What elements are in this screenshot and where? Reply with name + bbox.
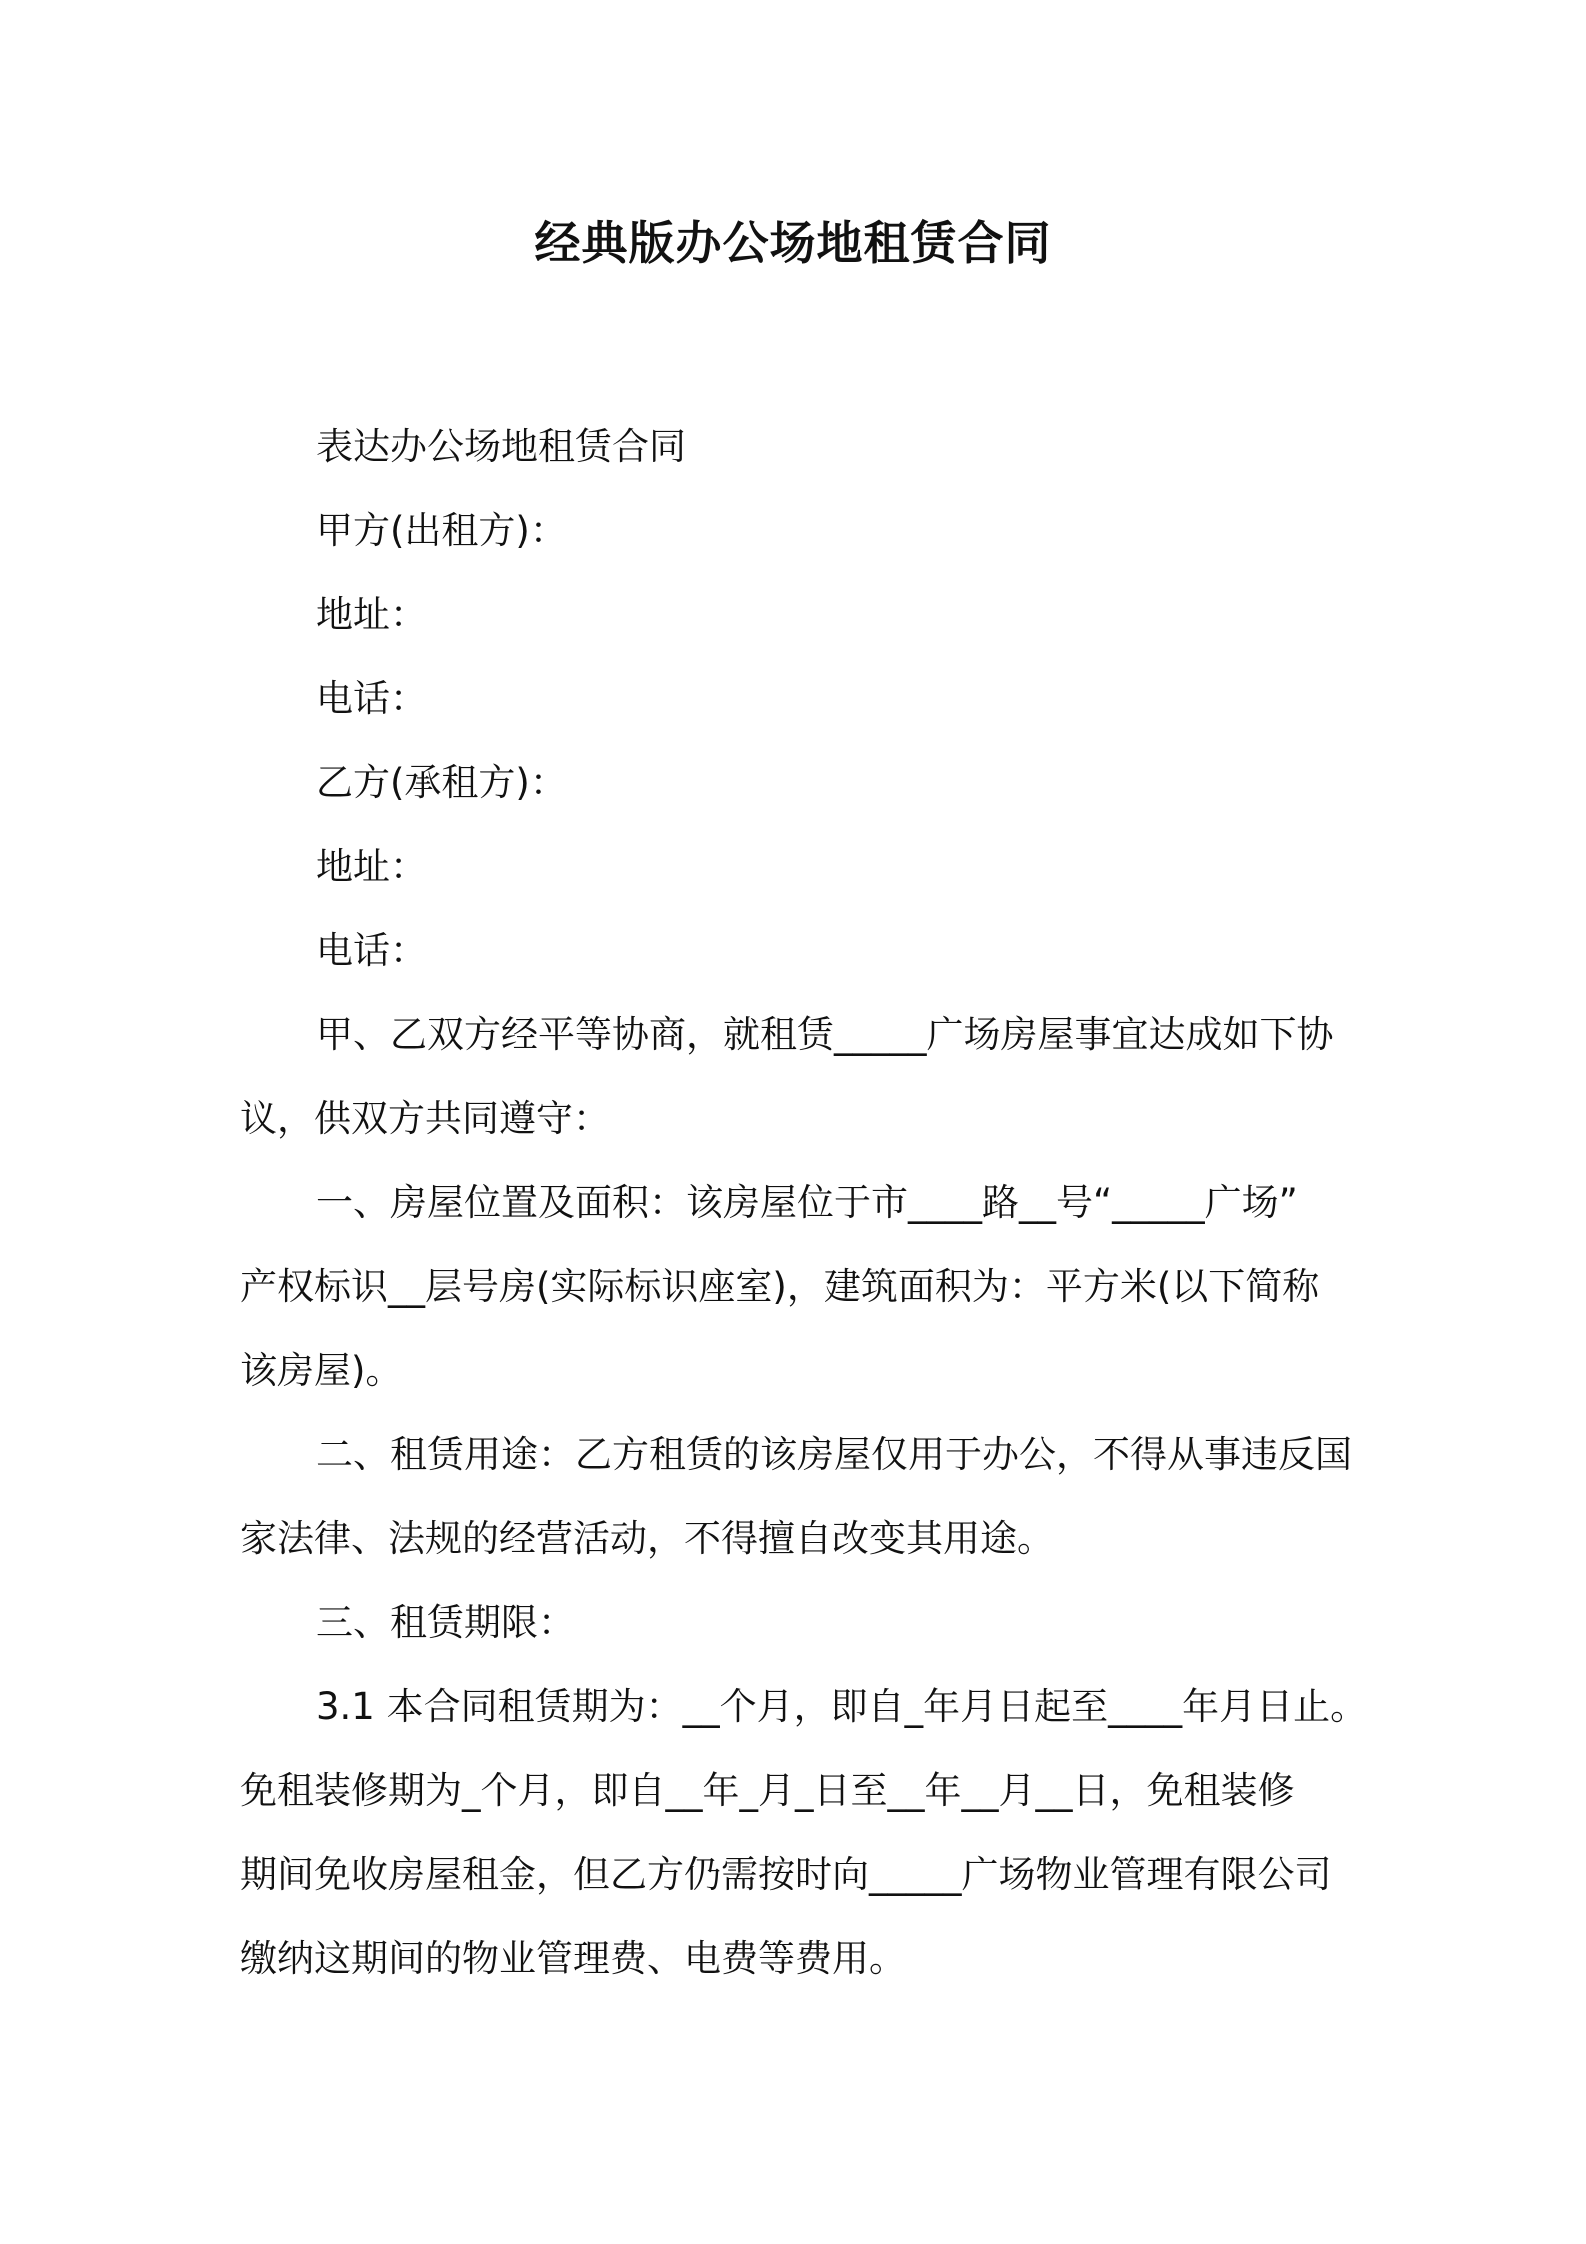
text-line: 期间免收房屋租金，但乙方仍需按时向_____广场物业管理有限公司 (240, 1853, 1332, 1896)
text-line: 甲方(出租方)： (316, 509, 567, 552)
text-line: 甲、乙双方经平等协商，就租赁_____广场房屋事宜达成如下协 (316, 1013, 1334, 1056)
text-line: 电话： (316, 929, 427, 972)
text-line: 乙方(承租方)： (316, 761, 567, 804)
text-line: 缴纳这期间的物业管理费、电费等费用。 (240, 1937, 906, 1980)
text-line: 免租装修期为_个月，即自__年_月_日至__年__月__日，免租装修 (240, 1769, 1295, 1812)
document-body (240, 405, 1368, 2001)
text-line: 家法律、法规的经营活动，不得擅自改变其用途。 (240, 1517, 1054, 1560)
text-line: 3.1 本合同租赁期为：__个月，即自_年月日起至____年月日止。 (316, 1685, 1368, 1728)
text-line: 一、房屋位置及面积：该房屋位于市____路__号“_____广场” (316, 1181, 1298, 1224)
document-title: 经典版办公场地租赁合同 (534, 216, 1052, 270)
text-line: 三、租赁期限： (316, 1601, 575, 1644)
text-line: 地址： (316, 593, 427, 636)
text-line: 该房屋)。 (240, 1349, 403, 1392)
text-line: 议，供双方共同遵守： (240, 1097, 610, 1140)
text-line: 产权标识__层号房(实际标识座室)，建筑面积为：平方米(以下简称 (240, 1265, 1320, 1308)
text-line: 地址： (316, 845, 427, 888)
text-line: 表达办公场地租赁合同 (316, 425, 686, 468)
text-line: 二、租赁用途：乙方租赁的该房屋仅用于办公，不得从事违反国 (316, 1433, 1352, 1476)
text-line: 电话： (316, 677, 427, 720)
